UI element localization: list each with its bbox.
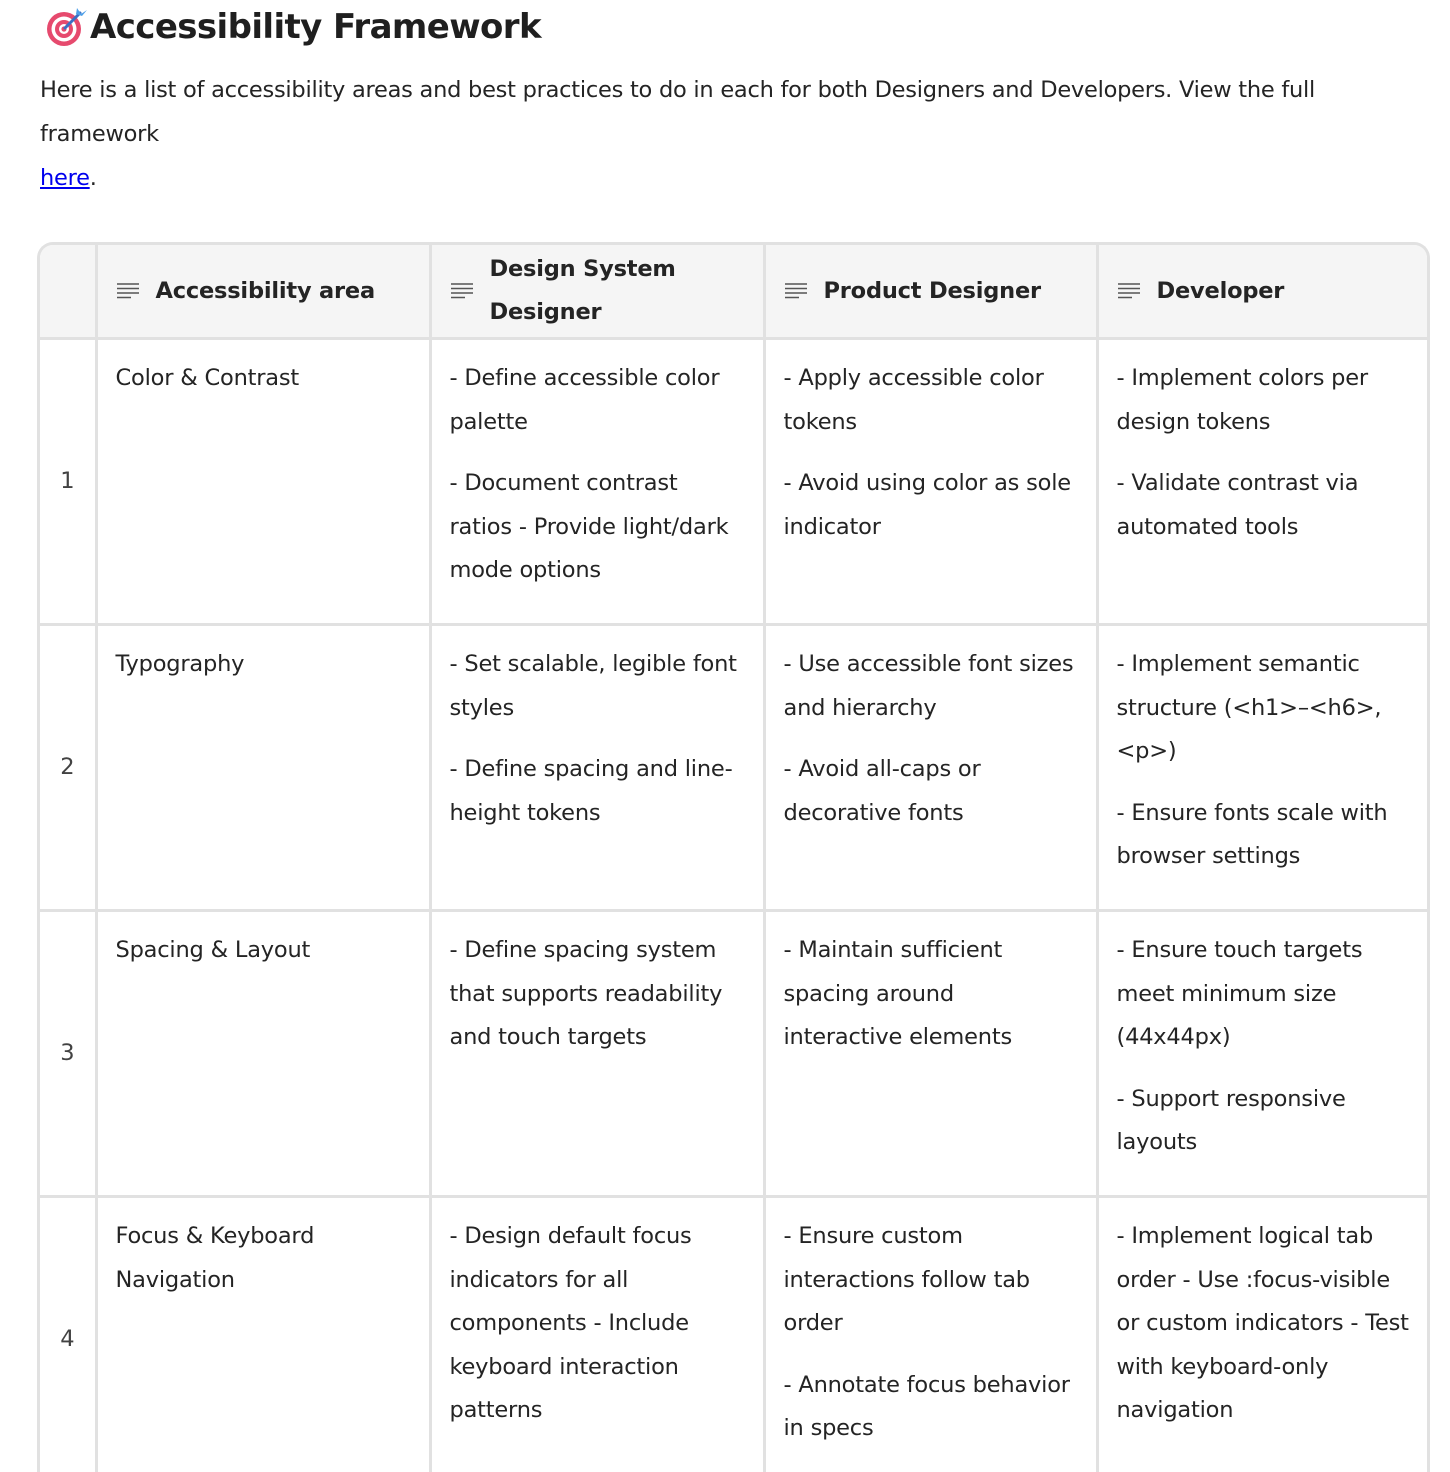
cell-design-system-designer[interactable] [430,625,764,911]
column-header-accessibility-area[interactable] [96,245,430,339]
intro-end: . [90,165,97,191]
cell-paragraph: - Use accessible font sizes and hierarchy [784,643,1078,730]
cell-paragraph: - Ensure custom interactions follow tab order [784,1215,1078,1346]
cell-product-designer[interactable] [764,625,1097,911]
cell-text: Spacing & Layout [116,937,311,963]
table-row [40,339,1429,625]
table-row [40,1197,1429,1472]
cell-paragraph: - Maintain sufficient spacing around interactive elements [784,929,1078,1060]
cell-accessibility-area[interactable] [96,625,430,911]
column-header-label: Developer [1157,270,1285,313]
row-number: 1 [40,339,96,625]
cell-accessibility-area[interactable] [96,339,430,625]
table-row [40,911,1429,1197]
cell-paragraph: - Ensure touch targets meet minimum size (44x44px) [1117,929,1412,1060]
column-header-label: Product Designer [824,270,1041,313]
cell-paragraph: - Implement semantic structure (<h1>–<h6>, <p>) [1117,643,1412,774]
cell-paragraph: - Design default focus indicators for all components - Include keyboard interaction patterns [450,1215,745,1433]
cell-design-system-designer[interactable] [430,339,764,625]
framework-link[interactable]: here [40,165,90,191]
column-header-label: Accessibility area [156,270,375,313]
cell-paragraph: - Support responsive layouts [1117,1078,1412,1165]
cell-paragraph: - Avoid all-caps or decorative fonts [784,748,1078,835]
target-dart-icon [44,5,88,49]
cell-text: Color & Contrast [116,365,300,391]
intro-paragraph [40,68,1435,200]
text-field-icon [1117,282,1141,300]
column-header-product-designer[interactable] [764,245,1097,339]
page-title [44,4,541,50]
cell-paragraph: - Set scalable, legible font styles [450,643,745,730]
cell-paragraph: - Avoid using color as sole indicator [784,462,1078,549]
cell-paragraph: - Implement logical tab order - Use :focus-visible or custom indicators - Test with keyboard-only navigation [1117,1215,1412,1433]
cell-product-designer[interactable] [764,339,1097,625]
column-header-design-system-designer[interactable] [430,245,764,339]
table-header-row [40,245,1429,339]
cell-paragraph: - Define accessible color palette [450,357,745,444]
cell-product-designer[interactable] [764,1197,1097,1472]
cell-paragraph: - Define spacing system that supports readability and touch targets [450,929,745,1060]
cell-developer[interactable] [1097,339,1429,625]
row-number: 2 [40,625,96,911]
cell-text: Typography [116,651,245,677]
cell-developer[interactable] [1097,911,1429,1197]
cell-text: Focus & Keyboard Navigation [116,1223,315,1293]
cell-paragraph: - Validate contrast via automated tools [1117,462,1412,549]
cell-accessibility-area[interactable] [96,1197,430,1472]
cell-design-system-designer[interactable] [430,911,764,1197]
cell-developer[interactable] [1097,625,1429,911]
cell-paragraph: - Document contrast ratios - Provide light/dark mode options [450,462,745,593]
table-row [40,625,1429,911]
page-title-text: Accessibility Framework [90,7,541,47]
text-field-icon [116,282,140,300]
row-number-header [40,245,96,339]
cell-accessibility-area[interactable] [96,911,430,1197]
column-header-developer[interactable] [1097,245,1429,339]
framework-table [37,242,1430,1472]
cell-paragraph: - Ensure fonts scale with browser settings [1117,792,1412,879]
cell-paragraph: - Apply accessible color tokens [784,357,1078,444]
text-field-icon [784,282,808,300]
column-header-label: Design System Designer [490,248,680,334]
cell-design-system-designer[interactable] [430,1197,764,1472]
intro-text: Here is a list of accessibility areas and best practices to do in each for both Designers and Developers. View the full framework [40,77,1315,147]
text-field-icon [450,282,474,300]
cell-product-designer[interactable] [764,911,1097,1197]
cell-paragraph: - Define spacing and line-height tokens [450,748,745,835]
row-number: 4 [40,1197,96,1472]
cell-paragraph: - Implement colors per design tokens [1117,357,1412,444]
cell-paragraph: - Annotate focus behavior in specs [784,1364,1078,1451]
row-number: 3 [40,911,96,1197]
cell-developer[interactable] [1097,1197,1429,1472]
